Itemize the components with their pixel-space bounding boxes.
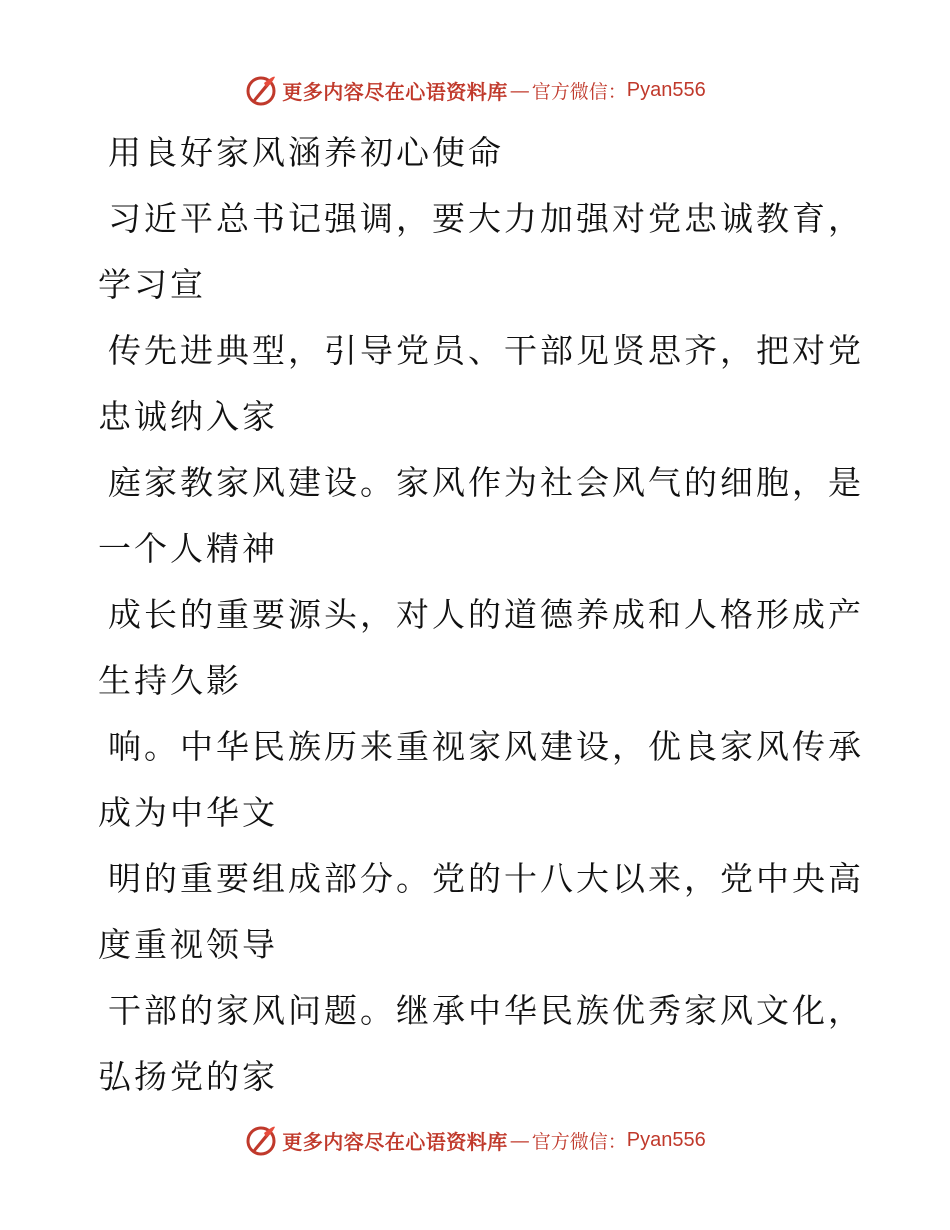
text-line: 成长的重要源头，对人的道德养成和人格形成产 (108, 595, 864, 634)
text-line: 学习宣 (98, 265, 206, 304)
header-banner (0, 68, 950, 112)
banner-contact-label: 官方微信： (531, 1130, 627, 1153)
document-title: 用良好家风涵养初心使命 (108, 133, 504, 172)
banner-title: 更多内容尽在心语资料库 (282, 1129, 508, 1154)
banner-dash: — (509, 1128, 530, 1152)
banner-title: 更多内容尽在心语资料库 (282, 79, 508, 104)
banner-contact-id: Pyan556 (626, 78, 706, 101)
banner-contact-id: Pyan556 (626, 1128, 706, 1151)
text-line: 弘扬党的家 (98, 1057, 278, 1096)
text-line: 干部的家风问题。继承中华民族优秀家风文化， (108, 991, 864, 1030)
feather-pen-logo-icon (244, 1123, 278, 1157)
text-line: 庭家教家风建设。家风作为社会风气的细胞，是 (108, 463, 864, 502)
text-line: 一个人精神 (98, 529, 278, 568)
footer-banner (0, 1118, 950, 1162)
feather-pen-logo-icon (244, 73, 278, 107)
document-body (98, 120, 864, 1110)
text-line: 明的重要组成部分。党的十八大以来，党中央高 (108, 859, 864, 898)
text-line: 生持久影 (98, 661, 242, 700)
text-line: 习近平总书记强调，要大力加强对党忠诚教育， (108, 199, 864, 238)
banner-dash: — (509, 78, 530, 102)
text-line: 成为中华文 (98, 793, 278, 832)
text-line: 忠诚纳入家 (98, 397, 278, 436)
text-line: 传先进典型，引导党员、干部见贤思齐，把对党 (108, 331, 864, 370)
banner-contact-label: 官方微信： (531, 80, 627, 103)
text-line: 响。中华民族历来重视家风建设，优良家风传承 (108, 727, 864, 766)
text-line: 度重视领导 (98, 925, 278, 964)
